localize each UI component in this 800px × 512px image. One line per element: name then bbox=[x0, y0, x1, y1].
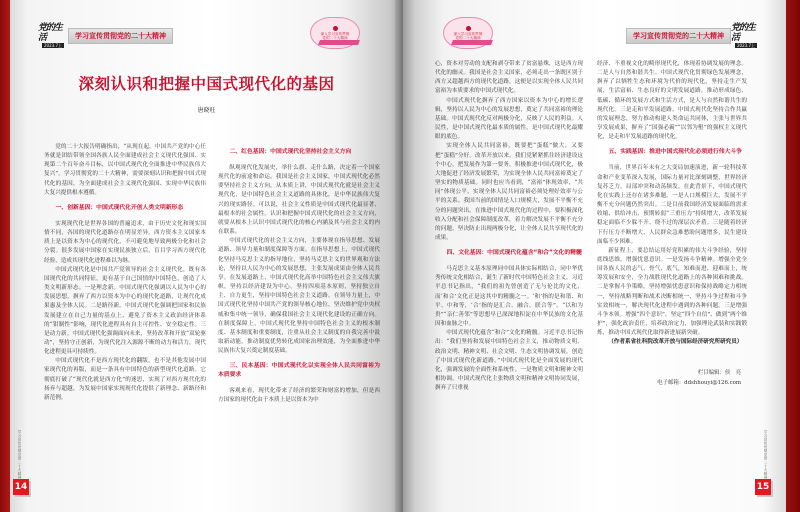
section-heading-3: 三、民本基因：中国式现代化以实现全体人民共同富裕为本质要求 bbox=[218, 363, 380, 379]
paragraph: 中国式现代化不是西方现代化的翻版，也不是其他发展中国家现代化的再版，而是一条具有中国特色的新型现代化道路。它彻底打破了“现代化就是西方化”的迷思，实现了对西方现代化的扬弃与超越，为发展中国家实现现代化提供了新理念、新路径和新范例。 bbox=[44, 358, 206, 401]
column-banner: 学习宣传贯彻党的二十大精神 bbox=[68, 28, 173, 44]
campaign-stamp bbox=[310, 17, 360, 49]
stamp-line-2: 党的二十大精神 bbox=[322, 36, 348, 40]
paragraph: 中国式现代化蕴含“和合”文化的精髓。习近平总书记指出：“我们坚持和发展中国特色社会主义，推动物质文明、政治文明、精神文明、社会文明、生态文明协调发展，创造了中国式现代化新道路。”中国式现代化是全面发展的现代化，强调发展的全面性和系统性。一是物质文明和精神文明相协调。中国式现代化主张物质文明和精神文明协同发展，摒弃了只重视 bbox=[435, 330, 583, 392]
left-page bbox=[10, 0, 403, 512]
issue-label: 2023.7上 bbox=[737, 43, 755, 48]
column-banner: 学习宣传贯彻党的二十大精神 bbox=[626, 28, 731, 44]
section-heading-5: 五、实践基因：推进中国式现代化必须进行伟大斗争 bbox=[608, 149, 742, 156]
paragraph: 中国式现代化摒弃了西方国家以资本为中心的增长逻辑，坚持以人民为中心的发展思想，奠定了共同富裕的理论基础。中国式现代化反对两极分化，反映了人民的利益。人民性，是中国式现代化最本质的属性，是中国式现代化最耀眼的底色。 bbox=[435, 97, 583, 141]
stamp-line-1: 深入学习宣传贯彻 bbox=[453, 32, 483, 36]
section-heading-4: 四、文化基因：中国式现代化蕴含“和合”文化的精髓 bbox=[446, 250, 582, 257]
vertical-running-text: 学习宣传贯彻党的二十大精神 bbox=[18, 430, 22, 480]
author-note: （作者系省社科院改革开放与国际经济研究所研究员） bbox=[608, 339, 743, 346]
stamp-line-1: 深入学习宣传贯彻 bbox=[320, 32, 350, 36]
page-number: 14 bbox=[13, 479, 29, 495]
issue-label: 2023.7上 bbox=[44, 43, 62, 48]
paragraph: 客观来看，现代化带来了经济的繁荣和财富的增加，但是西方国家的现代化由于本质上是以资本为中 bbox=[218, 388, 380, 404]
paragraph: 当前，世界百年未有之大变局加速演进，新一轮科技革命和产业变革深入发展，国际力量对比深刻调整，世界经济复苏乏力，局部冲突和动荡频发。在此背景下，中国式现代化在实践上还存在诸多难题。一是人口规模巨大，发展不平衡不充分问题仍然突出。二是目前我国经济发展面临的需求收缩、供给冲击、预期转弱“三重压力”持续增大，改革发展稳定面临不少躲不开、绕不过的深层次矛盾。三是随着经济下行压力不断增大，人民群众急难愁盼问题增多，民生建设面临不少困难。 bbox=[597, 165, 747, 245]
paragraph: 经济、不重视文化的畸形现代化，体现着协调发展的理念。二是人与自然和谐共生。中国式现代化贯彻绿色发展理念，摒弃了以牺牲生态和环境为代价的现代化，坚持走生产发展、生活富裕、生态良好的文明发展道路，推动形成绿色、低碳、循环的发展方式和生活方式，是人与自然和谐共生的现代化。三是走和平发展道路。中国式现代化坚持合作共赢的发展理念，努力推动构建人类命运共同体，主张与世界共享发展成果，摒弃了“国强必霸”“以邻为壑”的强权主义现代化，是走和平发展道路的现代化。 bbox=[597, 61, 747, 141]
left-column-2 bbox=[218, 149, 380, 406]
page-header bbox=[626, 23, 761, 48]
article-author: 唐晓旺 bbox=[197, 107, 216, 114]
party-emblem-icon bbox=[333, 26, 338, 31]
right-page bbox=[403, 0, 786, 512]
stamp-line-2: 党的二十大精神 bbox=[455, 36, 481, 40]
paragraph: 中国式现代化是中国共产党领导的社会主义现代化，既有各国现代化的共同特征，更有基于自己国情的中国特色，创造了人类文明新形态。一是理念新。中国式现代化强调以人民为中心的发展思想，摒弃了西方以资本为中心的现代化道路，让现代化成果惠及全体人民。二是路径新。中国式现代化强调把国家和民族发展建立在自己力量的基点上，避免了资本主义政治经济体系的“钳制性”影响，现代化进程具有自主可控性、安全稳定性。三是动力新。中国式现代化强调面向未来，坚持改革和开放“双轮驱动”，坚持守正创新，为现代化注入源源不断的动力和活力，现代化进程更具可持续性。 bbox=[44, 266, 206, 356]
paragraph: 马克思主义基本原理同中国具体实际相结合，同中华优秀传统文化相结合，诞生了新时代中国特色社会主义。习近平总书记指出，“我们的祖先曾创造了无与伦比的文化，而‘和合’文化正是这其中的精髓之一。‘和’指的是和谐、和平、中和等，‘合’指的是汇合、融合、联合等”。“以和为贵”“亲仁善邻”等思想早已深深地积淀在中华民族的文化基因和血脉之中。 bbox=[435, 266, 583, 328]
paragraph: 纵观现代化发展史，举什么旗、走什么路，决定着一个国家现代化的前途和命运。我国是社会主义国家，中国式现代化必然要坚持社会主义方向。从本质上讲，中国式现代化就是社会主义现代化，是中国特色社会主义道路的具体化，是中华民族伟大复兴的现实路径。可以说，社会主义性质是中国式现代化最显著、最根本的社会属性。认识和把握中国式现代化的社会主义方向，就要从根本上认识中国式现代化的核心内涵及其与社会主义的内在联系。 bbox=[218, 165, 380, 236]
article-title: 深刻认识和把握中国式现代化的基因 bbox=[78, 75, 335, 93]
editor-email: 电子邮箱：ddshhouyi@126.com bbox=[657, 379, 741, 386]
left-column-1 bbox=[44, 143, 206, 403]
logo-text: 党的生活 bbox=[731, 23, 756, 43]
section-heading-2: 二、红色基因：中国式现代化坚持社会主义方向 bbox=[229, 149, 352, 155]
ribbon-decoration bbox=[451, 40, 493, 45]
paragraph: 新征程上，要总结运用好党积累的伟大斗争经验，坚持底线思维，增强忧患意识。一是发扬斗争精神。增强全党全国各族人民的志气、骨气、底气，知难而进、迎难而上，统筹发展和安全，全力战胜现代化道路上的各种困难和挑战。二是掌握斗争策略。坚持增强忧患意识和保持战略定力相统一，坚持战略判断和战术决断相统一，坚持斗争过程和斗争实效相统一，解决现代化进程中遇到的各种问题。三是增强斗争本领。增强“四个意识”、坚定“四个自信”、做到“两个维护”，强化政治责任，培养政治定力，加强理论武装和实践锻炼，推动中国式现代化取得新进展新突破。 bbox=[597, 247, 747, 337]
paragraph: 中国式现代化的社会主义方向，主要体现在指导思想、发展道路、领导力量和制度保障等方面。在指导思想上，中国式现代化坚持马克思主义的指导地位，坚持马克思主义的世界观和方法论，坚持以人民为中心的发展思想，主张发展成果由全体人民共享。在发展道路上，中国式现代化高举中国特色社会主义伟大旗帜，坚持以经济建设为中心，坚持四项基本原则，坚持独立自主、自力更生，坚持中国特色社会主义道路。在领导力量上，中国式现代化坚持中国共产党的领导核心地位，坚决维护党中央权威和集中统一领导，确保我国社会主义现代化建设的正确方向。在制度保障上，中国式现代化坚持中国特色社会主义的根本制度、基本制度和重要制度，注重从社会主义制度的自我完善中汲取新动能，推动制度优势转化成国家治理效能，为全面推进中华民族伟大复兴奠定制度基础。 bbox=[218, 238, 380, 355]
book-edge-right bbox=[786, 0, 800, 512]
page-number: 15 bbox=[755, 479, 771, 495]
editor-name: 栏目编辑：侯 亮 bbox=[697, 369, 741, 376]
section-heading-1: 一、创新基因：中国式现代化开创人类文明新形态 bbox=[55, 204, 184, 211]
paragraph: 实现全体人民共同富裕，既要把“蛋糕”做大，又要把“蛋糕”分好。改革开放以来，我们党紧紧抓住经济建设这个中心，把发展作为第一要务，积极推进中国式现代化，极大地促进了经济发展繁荣，为实现全体人民共同富裕奠定了坚实的物质基础。同时也应当看到，“富裕”体现效率，“共同”体现公平，实现全体人民共同富裕必须处理好效率与公平的关系。我国当前的国情是人口规模大，发展不平衡不充分的问题突出。在推进中国式现代化的过程中，要积极深化收入分配和社会保障制度改革，着力解决发展不平衡不充分的问题，坚决防止出现两极分化，让全体人民共享现代化的成果。 bbox=[435, 143, 583, 241]
magazine-logo bbox=[731, 23, 761, 48]
right-column-1 bbox=[435, 60, 583, 393]
paragraph: 心，资本对劳动的支配和剥夺带来了贫富悬殊，这是西方现代化的幽灵。我国是社会主义国家，必须走出一条既区别于西方又超越西方的现代化道路，这便是以实现全体人民共同富裕为本质要求的中国式现代化。 bbox=[435, 61, 583, 95]
ribbon-decoration bbox=[318, 40, 360, 45]
paragraph: 实现现代化是世界各国的普遍追求，由于历史文化和现实国情不同，各国的现代化道路存在明显差异。西方资本主义国家本质上是以资本为中心的现代化，不可避免地导致两极分化和社会分裂。很多发展中国家在实现民族独立后，盲目学习西方现代化经验，造成其现代化进程难以为继。 bbox=[44, 220, 206, 264]
vertical-running-text: 学习宣传贯彻党的二十大精神 bbox=[764, 430, 768, 480]
party-emblem-icon bbox=[466, 26, 471, 31]
logo-text: 党的生活 bbox=[38, 23, 63, 43]
book-edge-left bbox=[0, 0, 10, 512]
right-column-2 bbox=[597, 60, 747, 388]
page-header bbox=[38, 23, 173, 48]
editor-info bbox=[597, 368, 747, 388]
intro-paragraph: 党的二十大报告明确指出，“从现在起，中国共产党的中心任务就是团结带领全国各族人民全面建成社会主义现代化强国、实现第二个百年奋斗目标，以中国式现代化全面推进中华民族伟大复兴”。学习贯彻党的二十大精神，需要深刻认识和把握中国式现代化的基因，为全面建成社会主义现代化强国、实现中华民族伟大复兴提供根本遵循。 bbox=[44, 144, 206, 196]
campaign-stamp bbox=[443, 17, 493, 49]
magazine-logo bbox=[38, 23, 68, 48]
